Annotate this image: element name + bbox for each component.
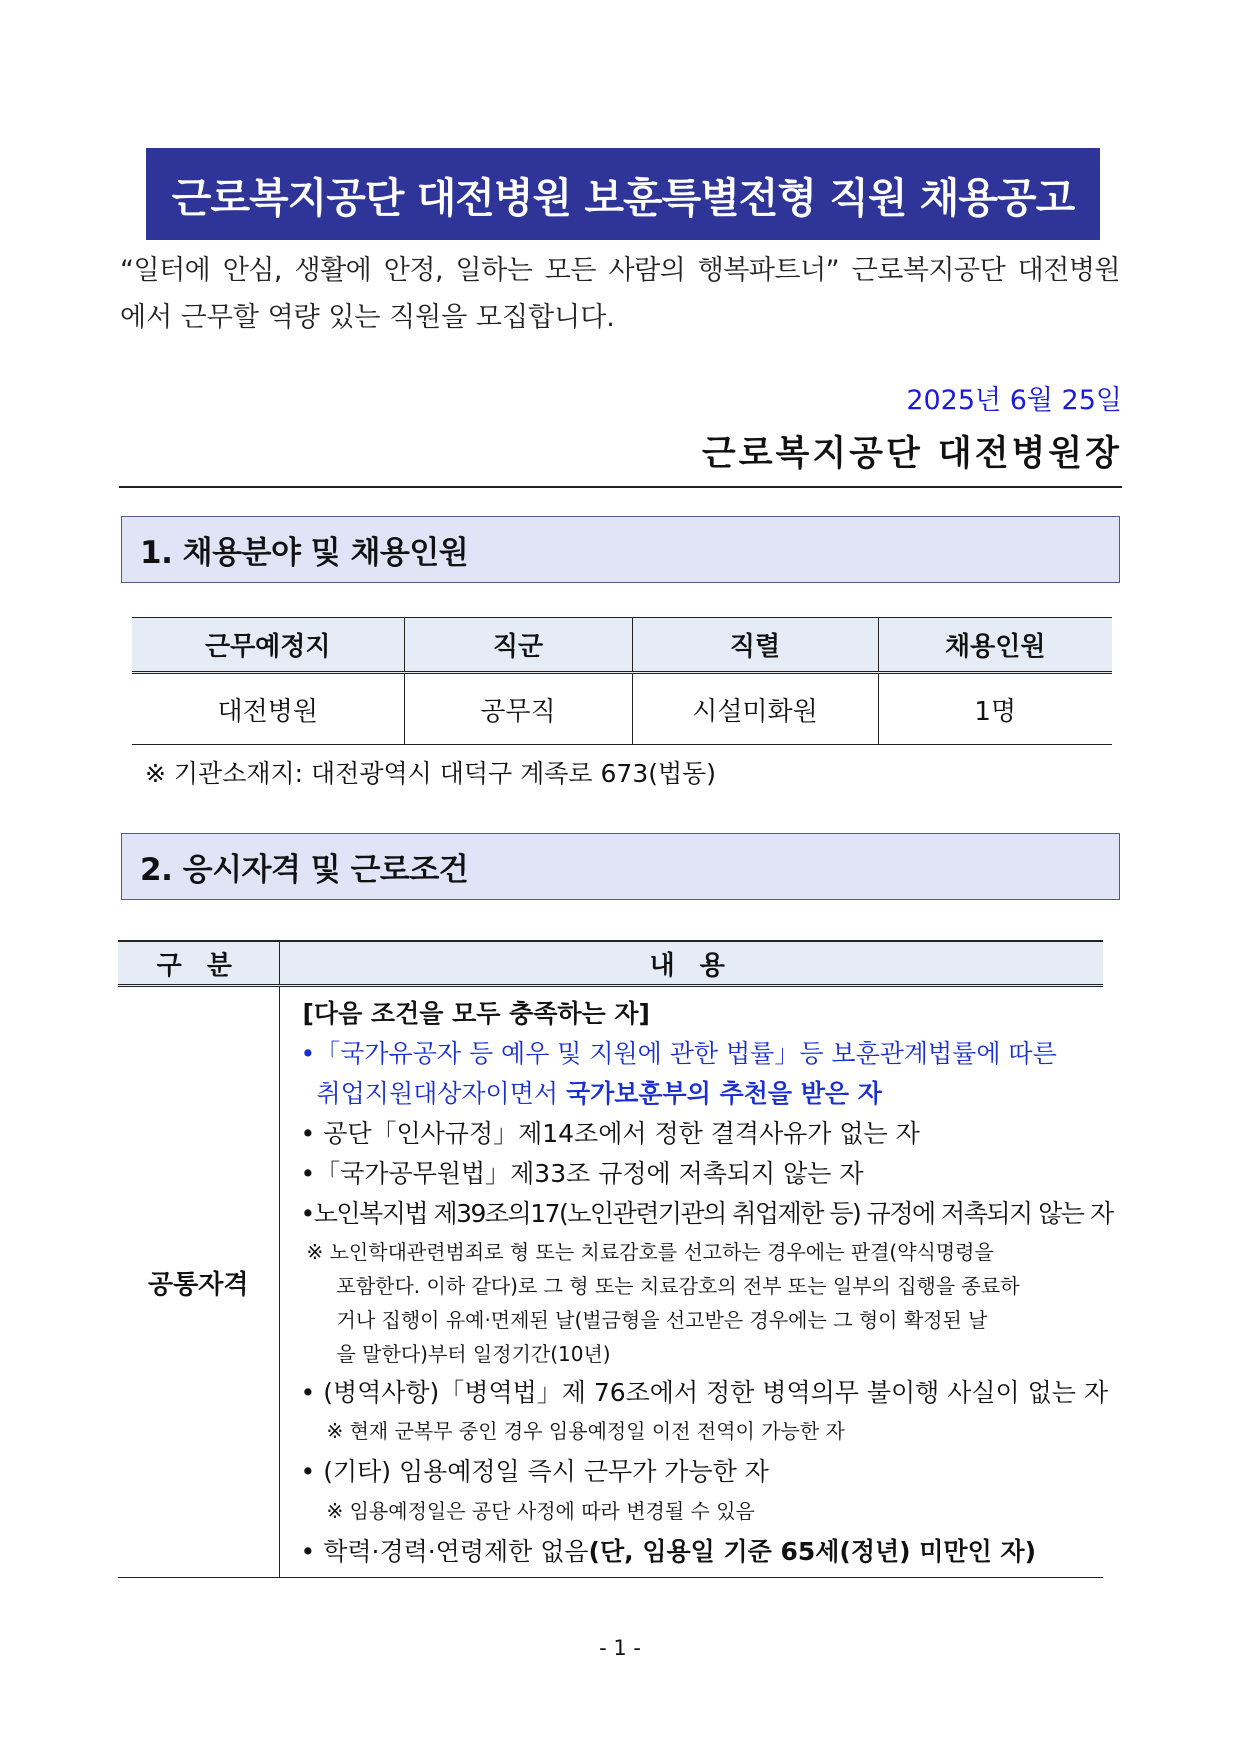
intro-text-line-2: 에서 근무할 역량 있는 직원을 모집합니다.: [120, 302, 615, 333]
cell-job-series: 시설미화원: [632, 673, 878, 745]
qualification-lead: [다음 조건을 모두 충족하는 자]: [302, 999, 650, 1028]
elderly-abuse-note-line-4: 을 말한다)부터 일정기간(10년): [336, 1342, 611, 1366]
recruitment-table-header-row: [132, 618, 1112, 673]
qualification-content-cell: [279, 986, 1113, 1578]
recruitment-table: [132, 617, 1112, 745]
qualification-item-veterans-law-cont: [317, 1074, 882, 1110]
recommendation-text: 국가보훈부의 추천을 받은 자: [565, 1079, 882, 1108]
qualification-list: [281, 988, 1113, 1576]
header-job-series: 직렬: [632, 618, 878, 673]
qualification-table-header-row: [118, 941, 1103, 986]
cell-job-group: 공무직: [404, 673, 632, 745]
section-2-heading: 2. 응시자격 및 근로조건: [140, 852, 469, 888]
row-label-common-qualification: 공통자격: [118, 986, 279, 1578]
no-restrictions-text: • 학력·경력·연령제한 없음: [300, 1537, 589, 1566]
title-banner: [146, 148, 1100, 240]
header-job-group: 직군: [404, 618, 632, 673]
elderly-abuse-note-line-1: ※ 노인학대관련범죄로 형 또는 치료감호를 선고하는 경우에는 판결(약식명령을: [306, 1240, 994, 1264]
qualification-item-no-restrictions: [301, 1532, 1037, 1568]
qualification-item-personnel-rules: • 공단「인사규정」제14조에서 정한 결격사유가 없는 자: [300, 1119, 920, 1148]
section-1-heading-box: [121, 516, 1120, 583]
elderly-abuse-note-line-3: 거나 집행이 유예·면제된 날(벌금형을 선고받은 경우에는 그 형이 확정된 날: [336, 1308, 988, 1332]
intro-text-line-1: “일터에 안심, 생활에 안정, 일하는 모든 사람의 행복파트너” 근로복지공단 대전병원: [120, 255, 1120, 286]
cell-work-location: 대전병원: [132, 673, 404, 745]
employment-support-text: 취업지원대상자이면서: [316, 1079, 566, 1108]
military-service-note: ※ 현재 군복무 중인 경우 임용예정일 이전 전역이 가능한 자: [326, 1419, 845, 1443]
age-limit-text: (단, 임용일 기준 65세(정년) 미만인 자): [588, 1537, 1037, 1566]
page-title: 근로복지공단 대전병원 보훈특별전형 직원 채용공고: [171, 173, 1075, 222]
qualification-table: [118, 940, 1113, 1578]
header-divider: [119, 486, 1122, 488]
cell-headcount: 1명: [878, 673, 1112, 745]
elderly-abuse-note-line-2: 포함한다. 이하 같다)로 그 형 또는 치료감호의 전부 또는 일부의 집행을 종료하: [336, 1274, 1020, 1298]
qualification-item-availability: • (기타) 임용예정일 즉시 근무가 가능한 자: [300, 1457, 769, 1486]
location-note: ※ 기관소재지: 대전광역시 대덕구 계족로 673(법동): [145, 759, 717, 788]
qualification-item-civil-service-act: •「국가공무원법」제33조 규정에 저촉되지 않는 자: [300, 1159, 864, 1188]
page-number: - 1 -: [599, 1636, 641, 1660]
qualification-item-military-service: • (병역사항)「병역법」제 76조에서 정한 병역의무 불이행 사실이 없는 자: [300, 1378, 1109, 1407]
notice-date: 2025년 6월 25일: [906, 385, 1122, 416]
availability-note: ※ 임용예정일은 공단 사정에 따라 변경될 수 있음: [326, 1499, 755, 1523]
header-content: 내 용: [279, 941, 1103, 986]
qualification-item-veterans-law: •「국가유공자 등 예우 및 지원에 관한 법률」등 보훈관계법률에 따른: [300, 1039, 1057, 1068]
section-2-heading-box: [121, 833, 1120, 900]
header-work-location: 근무예정지: [132, 618, 404, 673]
header-category: 구 분: [118, 941, 279, 986]
header-headcount: 채용인원: [878, 618, 1112, 673]
qualification-item-elderly-welfare-act: •노인복지법 제39조의17(노인관련기관의 취업제한 등) 규정에 저촉되지 않는 자: [300, 1199, 1113, 1228]
table-row: [132, 673, 1112, 745]
issuer-name: 근로복지공단 대전병원장: [701, 434, 1122, 474]
table-row: [118, 986, 1103, 1578]
section-1-heading: 1. 채용분야 및 채용인원: [140, 535, 469, 571]
